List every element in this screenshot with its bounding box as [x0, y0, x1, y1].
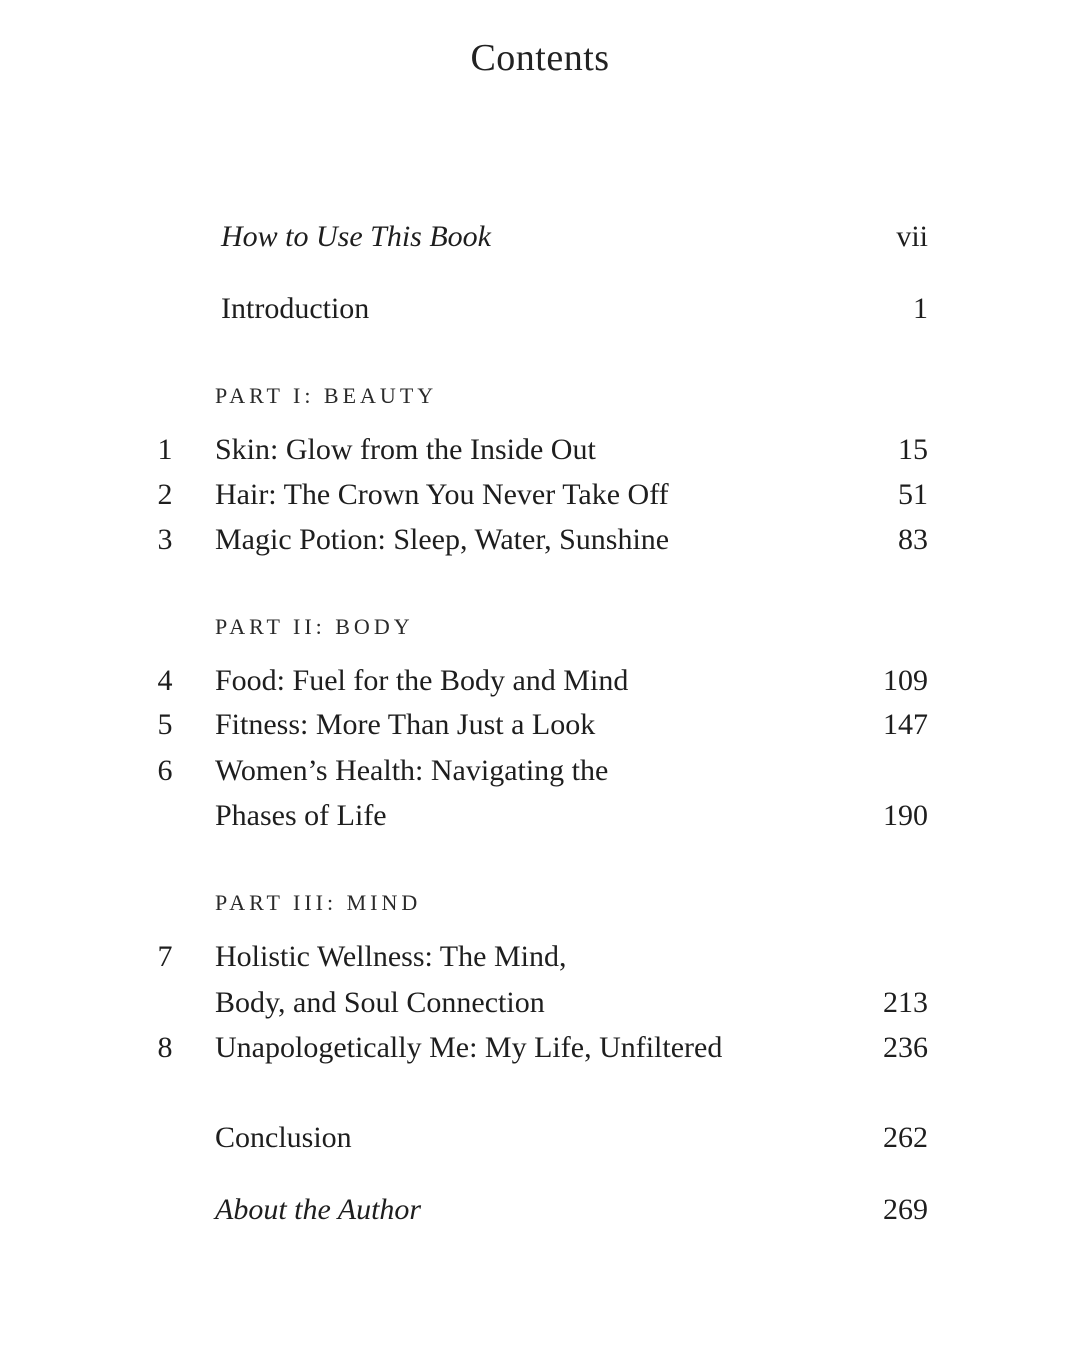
toc-entry-label: About the Author — [215, 1193, 422, 1226]
toc-entry-conclusion[interactable] — [0, 1121, 1080, 1161]
toc-entry-label: How to Use This Book — [221, 220, 491, 253]
part-heading-body: PART II: BODY — [215, 614, 414, 639]
toc-entry-label: Introduction — [221, 292, 370, 325]
toc-entry-about-author[interactable] — [0, 1193, 1080, 1233]
chapter-number: 7 — [157, 940, 173, 973]
toc-chapter-3[interactable] — [0, 523, 1080, 563]
toc-chapter-4[interactable] — [0, 664, 1080, 704]
chapter-title-line-2: Phases of Life — [215, 799, 387, 832]
chapter-page: 51 — [898, 478, 928, 511]
toc-entry-introduction[interactable] — [0, 292, 1080, 332]
chapter-number: 6 — [157, 754, 173, 787]
chapter-number: 2 — [157, 478, 173, 511]
page-title: Contents — [470, 37, 610, 79]
toc-chapter-6-cont[interactable] — [0, 799, 1080, 839]
chapter-number: 5 — [157, 708, 173, 741]
toc-chapter-2[interactable] — [0, 478, 1080, 518]
toc-entry-page: 262 — [883, 1121, 928, 1154]
chapter-title: Food: Fuel for the Body and Mind — [215, 664, 629, 697]
toc-entry-label: Conclusion — [215, 1121, 352, 1154]
chapter-page: 15 — [898, 433, 928, 466]
toc-entry-page: vii — [896, 220, 928, 253]
chapter-page: 236 — [883, 1031, 928, 1064]
chapter-number: 1 — [157, 433, 173, 466]
toc-chapter-6[interactable] — [0, 754, 1080, 794]
chapter-title-line-1: Women’s Health: Navigating the — [215, 754, 609, 787]
toc-entry-page: 269 — [883, 1193, 928, 1226]
toc-chapter-7[interactable] — [0, 940, 1080, 980]
chapter-page: 147 — [883, 708, 928, 741]
chapter-title: Skin: Glow from the Inside Out — [215, 433, 596, 466]
chapter-title-line-1: Holistic Wellness: The Mind, — [215, 940, 567, 973]
part-heading-beauty: PART I: BEAUTY — [215, 383, 438, 408]
chapter-number: 8 — [157, 1031, 173, 1064]
toc-entry-page: 1 — [913, 292, 928, 325]
chapter-page: 213 — [883, 986, 928, 1019]
part-heading-mind: PART III: MIND — [215, 890, 422, 915]
toc-chapter-8[interactable] — [0, 1031, 1080, 1071]
toc-entry-how-to-use[interactable] — [0, 220, 1080, 260]
chapter-number: 3 — [157, 523, 173, 556]
chapter-title: Magic Potion: Sleep, Water, Sunshine — [215, 523, 670, 556]
chapter-title: Hair: The Crown You Never Take Off — [215, 478, 669, 511]
chapter-page: 109 — [883, 664, 928, 697]
chapter-title: Fitness: More Than Just a Look — [215, 708, 596, 741]
chapter-page: 83 — [898, 523, 928, 556]
chapter-page: 190 — [883, 799, 928, 832]
toc-chapter-7-cont[interactable] — [0, 986, 1080, 1026]
chapter-number: 4 — [157, 664, 173, 697]
toc-chapter-1[interactable] — [0, 433, 1080, 473]
toc-chapter-5[interactable] — [0, 708, 1080, 748]
chapter-title-line-2: Body, and Soul Connection — [215, 986, 545, 1019]
chapter-title: Unapologetically Me: My Life, Unfiltered — [215, 1031, 723, 1064]
